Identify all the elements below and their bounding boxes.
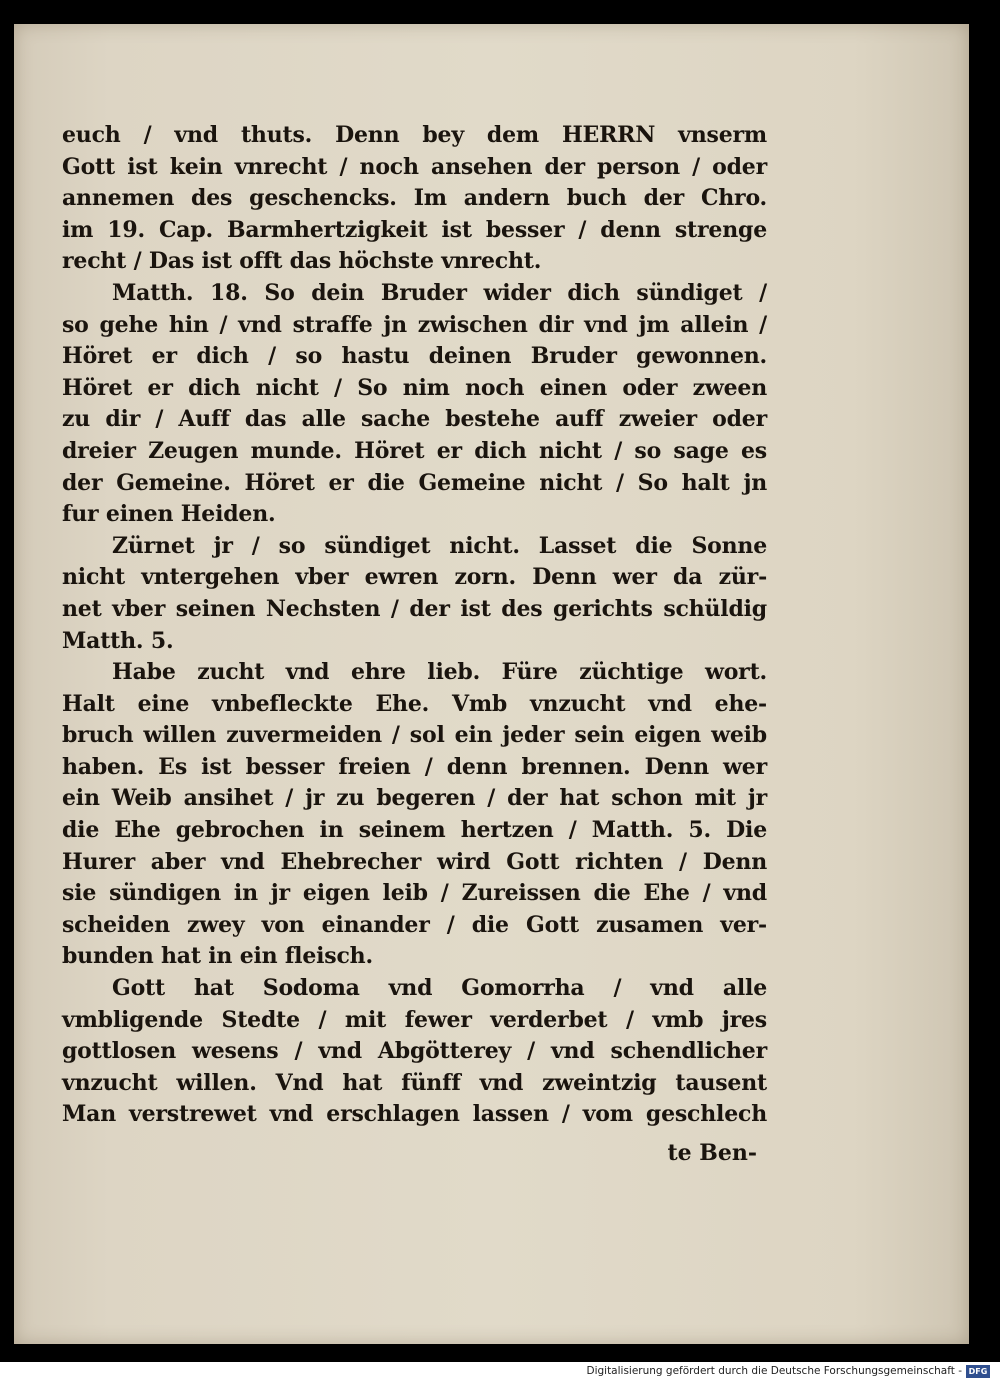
text-line: dreier Zeugen munde. Höret er dich nicht / so sage es — [62, 437, 767, 464]
text-line: Man verstrewet vnd erschlagen lassen / vom geschlech — [62, 1101, 767, 1128]
text-line: Höret er dich nicht / So nim noch einen oder zween — [62, 374, 767, 401]
text-line: nicht vntergehen vber ewren zorn. Denn wer da zür- — [62, 564, 767, 591]
text-line: Zürnet jr / so sündiget nicht. Lasset die Sonne — [112, 532, 767, 559]
text-line: net vber seinen Nechsten / der ist des gerichts schüldig — [62, 595, 767, 622]
text-line: Habe zucht vnd ehre lieb. Füre züchtige wort. — [112, 659, 767, 686]
catchword: te Ben- — [667, 1140, 757, 1166]
dfg-logo: DFG — [966, 1365, 990, 1378]
text-line: Matth. 5. — [62, 627, 174, 654]
text-line: bunden hat in ein fleisch. — [62, 943, 373, 970]
text-line: annemen des geschencks. Im andern buch der Chro. — [62, 185, 767, 212]
funding-credit: Digitalisierung gefördert durch die Deutsche Forschungsgemeinschaft - — [586, 1365, 962, 1377]
text-line: Matth. 18. So dein Bruder wider dich sündiget / — [112, 279, 767, 306]
text-line: vnzucht willen. Vnd hat fünff vnd zweintzig tausent — [62, 1069, 767, 1096]
text-line: im 19. Cap. Barmhertzigkeit ist besser / denn strenge — [62, 216, 767, 243]
text-line: die Ehe gebrochen in seinem hertzen / Matth. 5. Die — [62, 817, 767, 844]
text-line: so gehe hin / vnd straffe jn zwischen dir vnd jm allein / — [62, 311, 767, 338]
text-line: ein Weib ansihet / jr zu begeren / der hat schon mit jr — [62, 785, 767, 812]
text-line: Höret er dich / so hastu deinen Bruder gewonnen. — [62, 343, 767, 370]
text-line: gottlosen wesens / vnd Abgötterey / vnd schendlicher — [62, 1038, 767, 1065]
footer-bar — [0, 1362, 1000, 1383]
text-line: euch / vnd thuts. Denn bey dem HERRN vnserm — [62, 122, 767, 148]
text-line: Gott hat Sodoma vnd Gomorrha / vnd alle — [112, 975, 767, 1002]
text-line: Halt eine vnbefleckte Ehe. Vmb vnzucht vnd ehe- — [62, 690, 767, 717]
text-line: fur einen Heiden. — [62, 501, 276, 528]
book-page — [14, 24, 969, 1344]
text-line: scheiden zwey von einander / die Gott zusamen ver- — [62, 911, 767, 938]
text-line: Gott ist kein vnrecht / noch ansehen der person / oder — [62, 153, 767, 180]
page-text — [62, 120, 767, 1131]
text-line: sie sündigen in jr eigen leib / Zureissen die Ehe / vnd — [62, 880, 767, 907]
text-line: zu dir / Auff das alle sache bestehe auff zweier oder — [62, 406, 767, 433]
text-line: haben. Es ist besser freien / denn brennen. Denn wer — [62, 753, 767, 780]
text-line: der Gemeine. Höret er die Gemeine nicht / So halt jn — [62, 469, 767, 496]
text-line: recht / Das ist offt das höchste vnrecht. — [62, 248, 542, 275]
text-line: Hurer aber vnd Ehebrecher wird Gott richten / Denn — [62, 848, 767, 875]
text-line: vmbligende Stedte / mit fewer verderbet / vmb jres — [62, 1006, 767, 1033]
text-line: bruch willen zuvermeiden / sol ein jeder sein eigen weib — [62, 722, 767, 749]
